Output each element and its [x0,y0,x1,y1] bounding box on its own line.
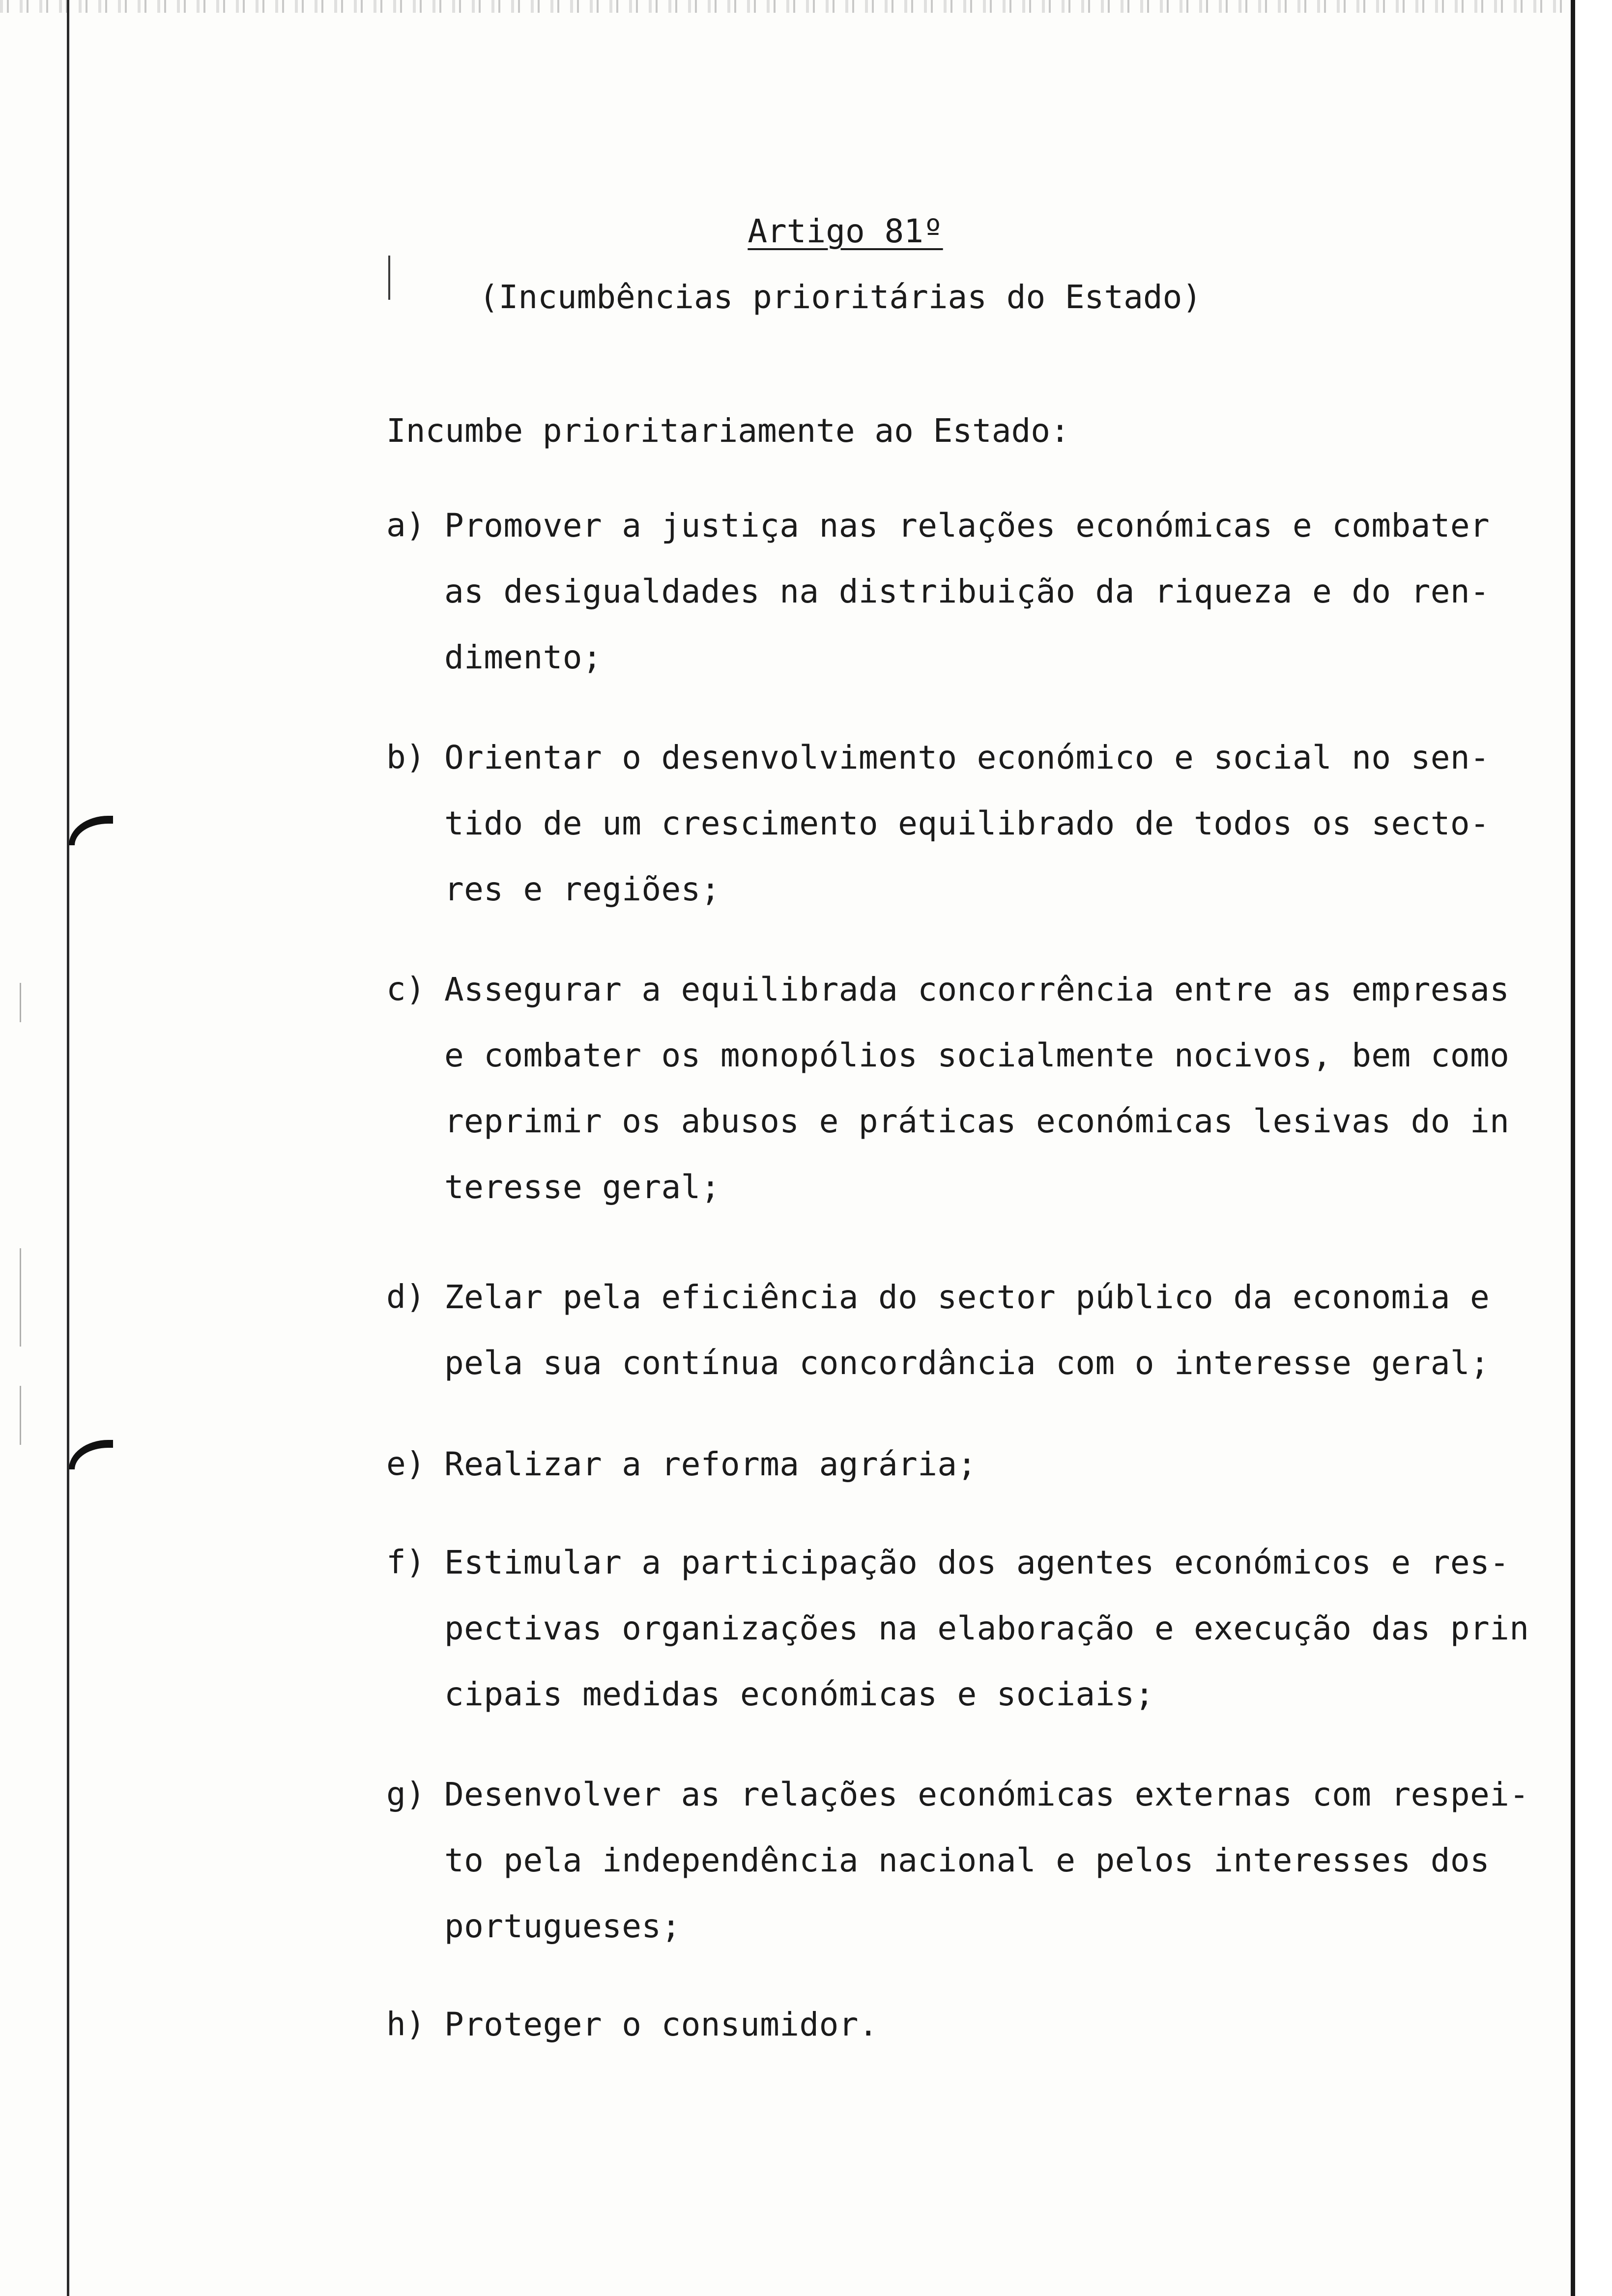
list-item-line: pectivas organizações na elaboração e execução das prin [444,1609,1529,1647]
list-item-text [444,2005,878,2071]
list-item-line: res e regiões; [444,870,720,908]
list-item-text [444,1543,1529,1741]
right-scan-margin [1575,0,1612,2296]
list-item-line: to pela independência nacional e pelos interesses dos [444,1841,1490,1879]
scan-mark [20,983,21,1022]
list-item-marker: d) [386,1278,426,1316]
list-item-line: Desenvolver as relações económicas externas com respei- [444,1776,1529,1813]
list-item-line: Proteger o consumidor. [444,2006,878,2043]
scan-top-edge [0,0,1612,13]
list-item-text [444,738,1490,936]
list-item-marker: g) [386,1775,426,1813]
article-subtitle: (Incumbências prioritárias do Estado) [479,278,1202,316]
list-item-line: portugueses; [444,1907,681,1945]
list-item-line: pela sua contínua concordância com o interesse geral; [444,1344,1490,1382]
left-margin-rule [67,0,69,2296]
article-title: Artigo 81º [748,212,943,250]
list-item-text [444,506,1490,704]
list-item-marker: f) [386,1543,426,1581]
list-item-line: as desigualdades na distribuição da riqueza e do ren- [444,573,1490,610]
scan-mark [20,1248,21,1347]
list-item-text [444,1445,977,1511]
list-item-line: e combater os monopólios socialmente nocivos, bem como [444,1036,1510,1074]
list-item-line: dimento; [444,638,603,676]
list-item-text [444,970,1509,1234]
list-item-line: reprimir os abusos e práticas económicas lesivas do in [444,1102,1510,1140]
binder-hole-mark [69,816,113,845]
right-margin-rule [1571,0,1575,2296]
list-item-line: Promover a justiça nas relações económicas e combater [444,507,1490,545]
list-item-line: tido de um crescimento equilibrado de todos os secto- [444,804,1490,842]
list-item-marker: c) [386,970,426,1008]
list-item-marker: b) [386,738,426,776]
article-intro: Incumbe prioritariamente ao Estado: [386,412,1070,450]
list-item-marker: a) [386,506,426,544]
binder-hole-mark [69,1440,113,1469]
list-item-line: cipais medidas económicas e sociais; [444,1675,1154,1713]
list-item-text [444,1775,1529,1973]
list-item-line: teresse geral; [444,1168,720,1206]
list-item-line: Orientar o desenvolvimento económico e social no sen- [444,739,1490,776]
list-item-marker: h) [386,2005,426,2043]
list-item-text [444,1278,1490,1409]
list-item-line: Zelar pela eficiência do sector público da economia e [444,1278,1490,1316]
list-item-line: Realizar a reforma agrária; [444,1445,977,1483]
list-item-line: Estimular a participação dos agentes económicos e res- [444,1544,1510,1581]
list-item-line: Assegurar a equilibrada concorrência entre as empresas [444,971,1510,1008]
list-item-marker: e) [386,1445,426,1483]
scan-mark [20,1386,21,1445]
